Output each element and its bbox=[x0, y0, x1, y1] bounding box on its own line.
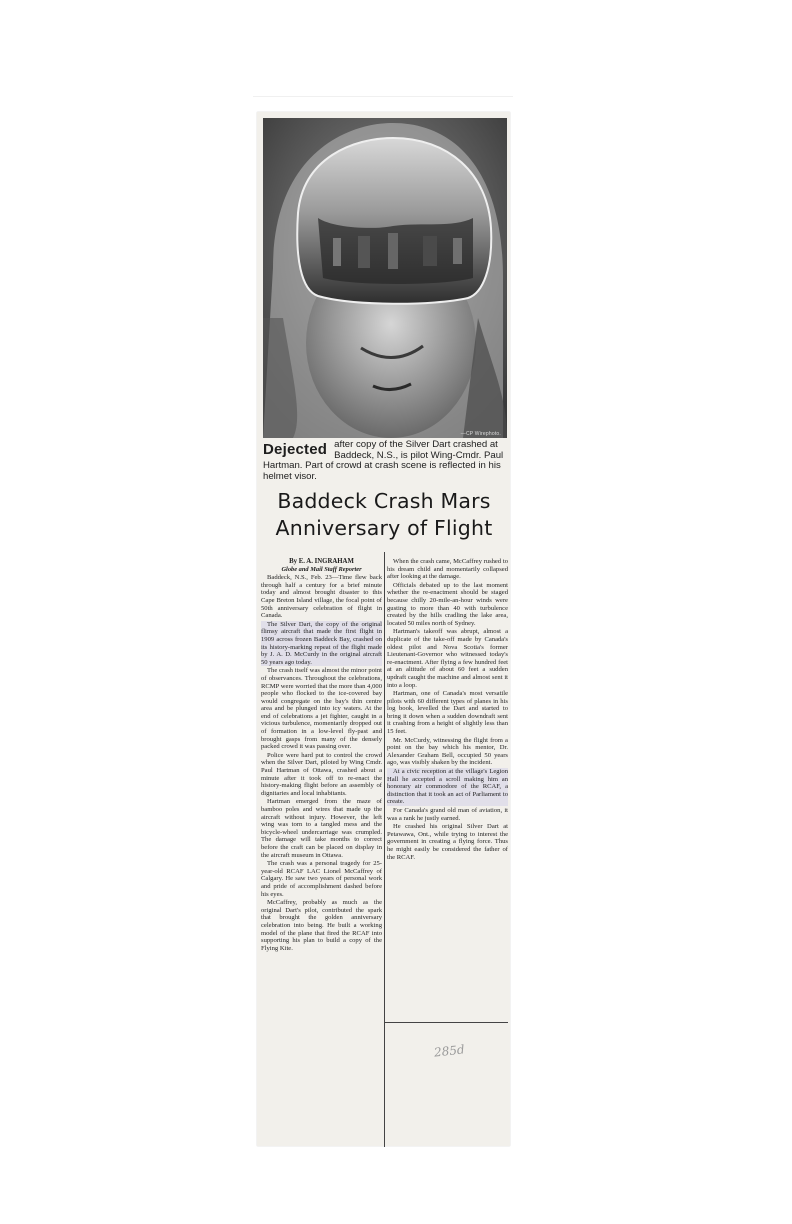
article-column-2 bbox=[387, 558, 508, 1023]
paragraph: When the crash came, McCaffrey rushed to his dream child and momentarily collapsed after looking at the damage. bbox=[387, 558, 508, 581]
news-photo bbox=[263, 118, 507, 438]
headline bbox=[259, 488, 509, 542]
paragraph: For Canada's grand old man of aviation, it was a rank he justly earned. bbox=[387, 807, 508, 822]
paragraph: Officials debated up to the last moment whether the re-enactment should be staged because chilly 20-mile-an-hour winds were gusting to more than 40 with turbulence created by the hills cradling the lake area, located 50 miles north of Sydney. bbox=[387, 581, 508, 627]
paragraph: Hartman, one of Canada's most versatile pilots with 60 different types of planes in his log book, levelled the Dart and started to bring it down when a sudden downdraft sent it crashing from a height of slightly less than 15 feet. bbox=[387, 690, 508, 736]
photo-caption bbox=[263, 440, 507, 482]
paragraph: McCaffrey, probably as much as the original Dart's pilot, contributed the spark that brought the golden anniversary celebration into being. He built a working model of the plane that fired the RCAF into supporting his plan to build a copy of the Flying Kite. bbox=[261, 899, 382, 952]
column-rule bbox=[384, 552, 385, 1147]
newspaper-clipping bbox=[257, 112, 510, 1146]
paragraph: Mr. McCurdy, witnessing the flight from a point on the bay which his mentor, Dr. Alexander Graham Bell, occupied 50 years ago, was visibly shaken by the incident. bbox=[387, 736, 508, 767]
headline-line-1: Baddeck Crash Mars bbox=[277, 489, 491, 513]
paragraph: The Silver Dart, the copy of the original flimsy aircraft that made the first flight in 1909 across frozen Baddeck Bay, crashed on its history-marking repeat of the flight made by J. A. D. McCurdy in the original aircraft 50 years ago today. bbox=[261, 620, 382, 666]
caption-text: after copy of the Silver Dart crashed at Baddeck, N.S., is pilot Wing-Cmdr. Paul Hartman. Part of crowd at crash scene is reflected in his helmet visor. bbox=[263, 439, 504, 482]
photo-credit: —CP Wirephoto. bbox=[460, 431, 501, 437]
handwritten-note: 285d bbox=[433, 1042, 466, 1060]
article-column-1 bbox=[261, 558, 382, 1143]
paragraph: Baddeck, N.S., Feb. 23—Time flew back through half a century for a brief minute today and almost brought disaster to this Cape Breton Island village, the focal point of 50th anniversary celebration of flight in Canada. bbox=[261, 574, 382, 620]
paragraph: The crash itself was almost the minor point of observances. Throughout the celebrations, RCMP were worried that the more than 4,000 people who flocked to the ice-covered bay would congregate on the bay's thin centre area and be plunged into icy waters. At the end of celebrations a jet fighter, caught in a vicious turbulence, momentarily dropped out of formation in a low-level fly-past and brought gasps from many of the densely packed crowd it was passing over. bbox=[261, 667, 382, 751]
byline-title: Globe and Mail Staff Reporter bbox=[281, 565, 362, 573]
paragraph: At a civic reception at the village's Legion Hall he accepted a scroll making him an honorary air commodore of the RCAF, a distinction that it took an act of Parliament to create. bbox=[387, 768, 508, 806]
headline-line-2: Anniversary of Flight bbox=[275, 516, 493, 540]
paragraph: Hartman emerged from the maze of bamboo poles and wires that made up the aircraft without injury. However, the left wing was torn to a tangled mess and the bicycle-wheel undercarriage was crumpled. The damage will take months to correct before the craft can be placed on display in the aircraft museum in Ottawa. bbox=[261, 798, 382, 859]
pilot-helmet-photo bbox=[263, 118, 507, 438]
paragraph: The crash was a personal tragedy for 25-year-old RCAF LAC Lionel McCaffrey of Calgary. He saw two years of personal work and pride of accomplishment dashed before his eyes. bbox=[261, 860, 382, 898]
caption-kicker: Dejected bbox=[263, 441, 328, 458]
paragraph: He crashed his original Silver Dart at Petawawa, Ont., while trying to interest the government in creating a flying force. Thus he might easily be considered the father of the RCAF. bbox=[387, 823, 508, 861]
byline: By E. A. INGRAHAM bbox=[289, 558, 354, 565]
paragraph: Hartman's takeoff was abrupt, almost a duplicate of the take-off made by Canada's oldest pilot and Nova Scotia's former Lieutenant-Governor who witnessed today's re-enactment. After flying a few hundred feet at an altitude of about 60 feet a sudden updraft caught the machine and almost sent it into a loop. bbox=[387, 628, 508, 689]
paragraph: Police were hard put to control the crowd when the Silver Dart, piloted by Wing Cmdr. Paul Hartman of Ottawa, crashed about a minute after it took off to re-enact the history-making flight before an assembly of dignitaries and local inhabitants. bbox=[261, 751, 382, 797]
scan-edge bbox=[253, 96, 513, 97]
